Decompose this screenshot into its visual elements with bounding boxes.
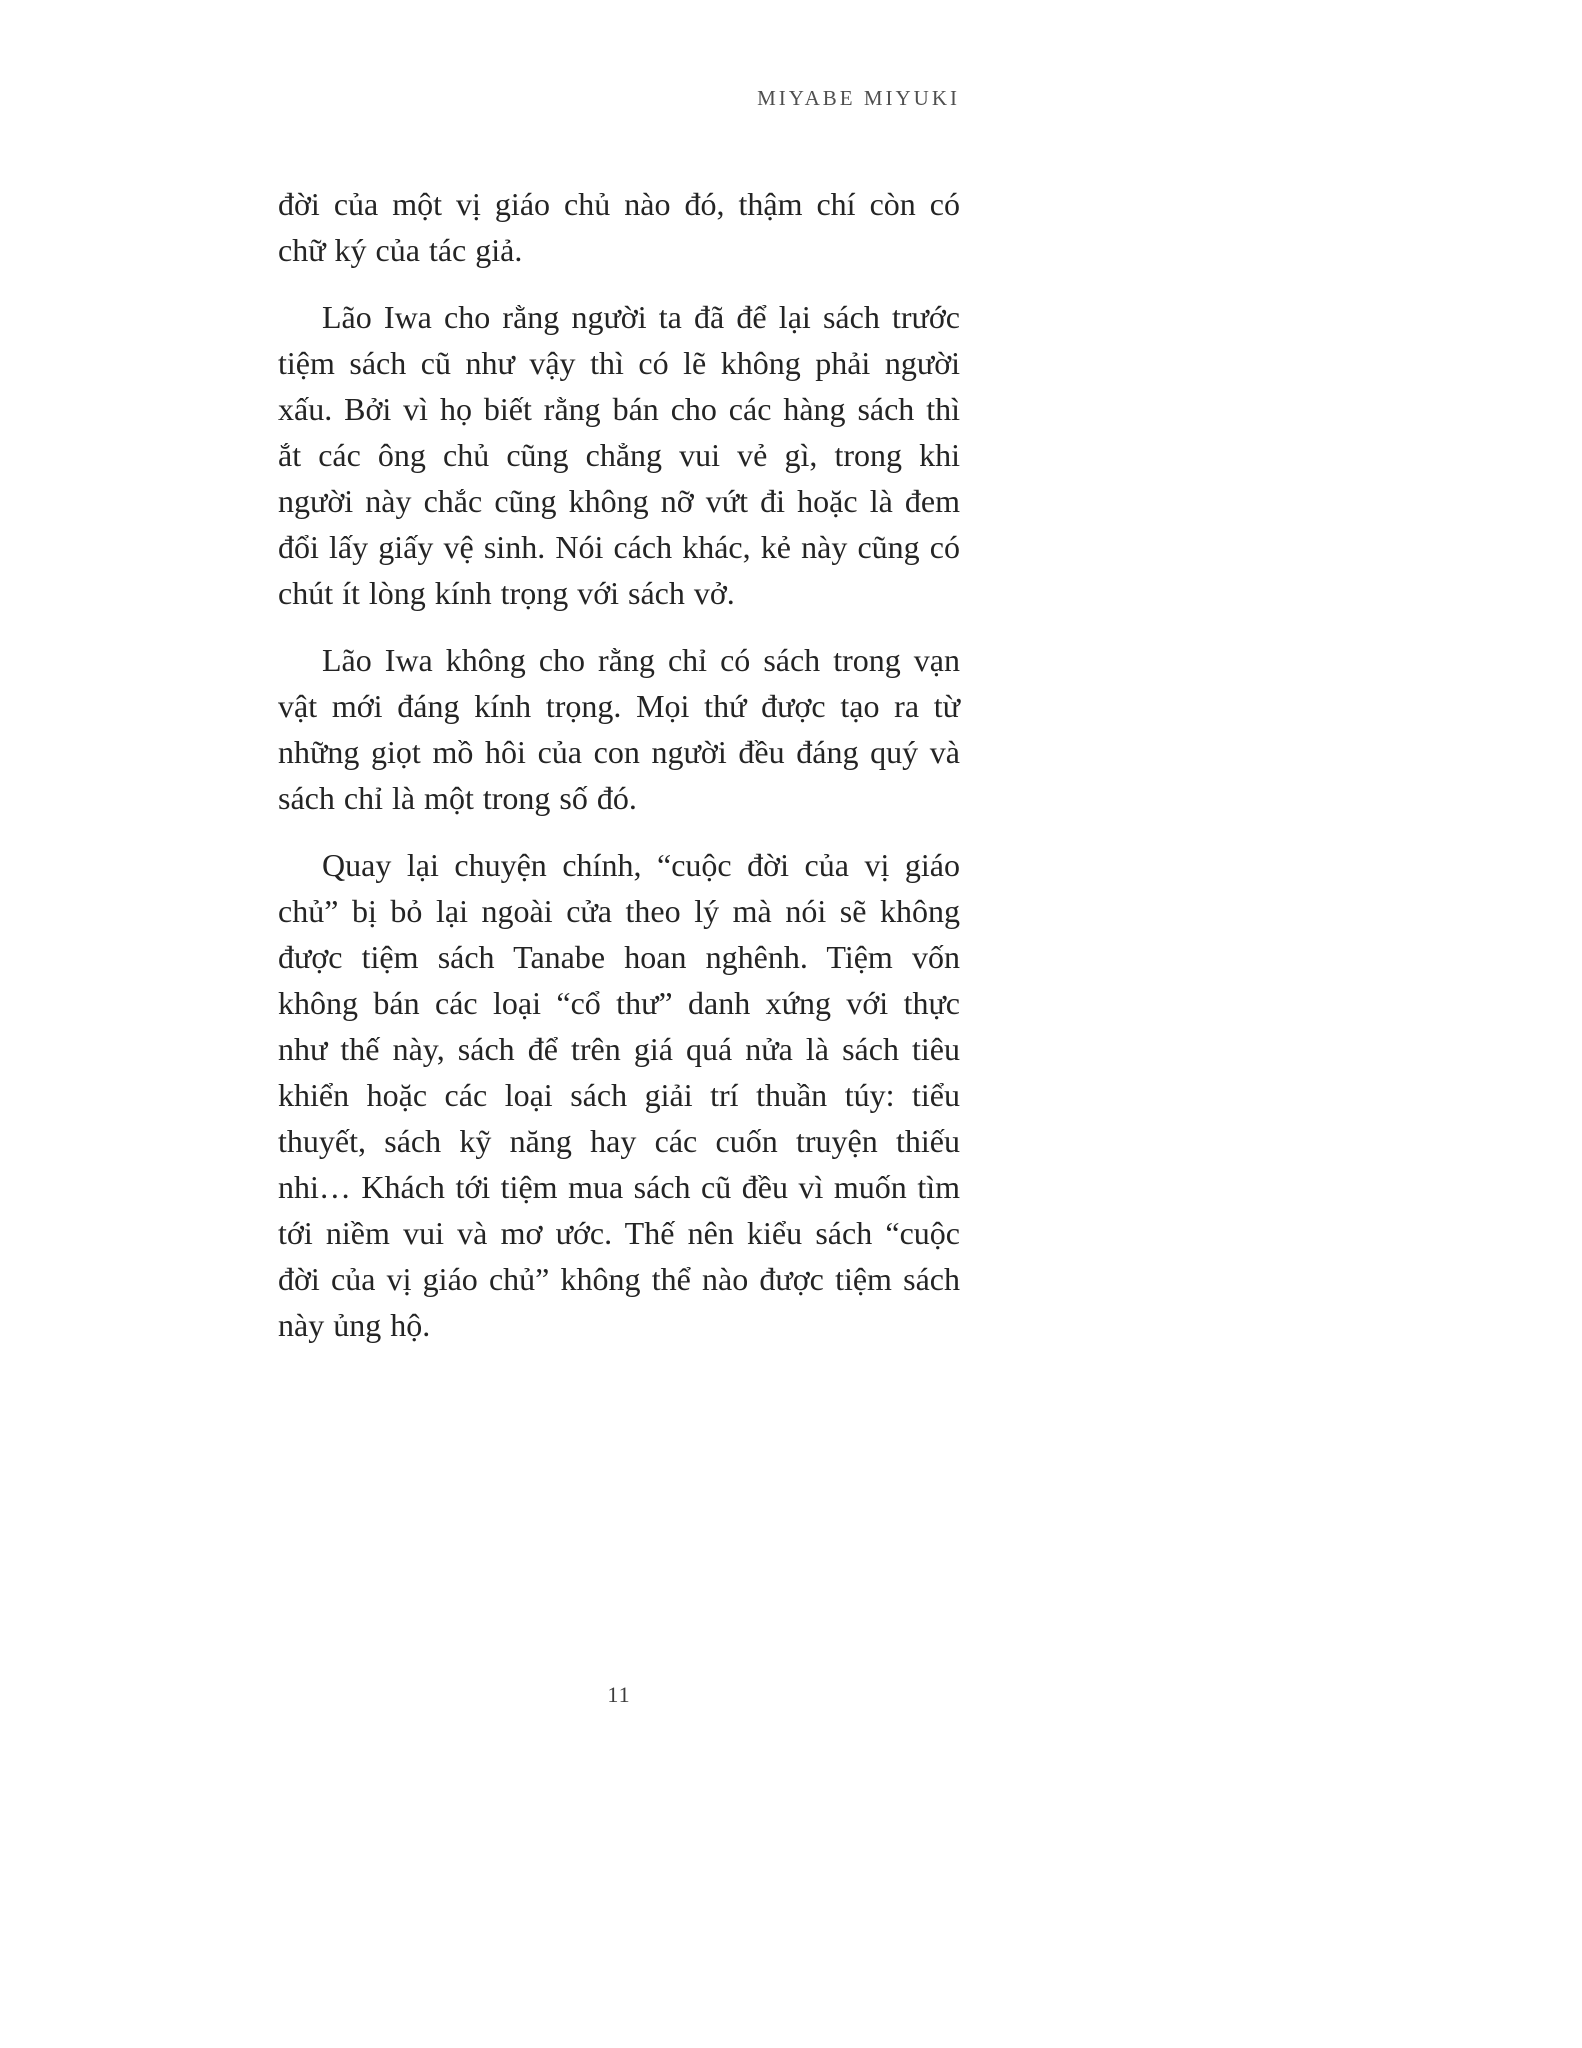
paragraph: Quay lại chuyện chính, “cuộc đời của vị giáo chủ” bị bỏ lại ngoài cửa theo lý mà nói sẽ không được tiệm sách Tanabe hoan nghênh. Tiệm vốn không bán các loại “cổ thư” danh xứng với thực như thế này, sách để trên giá quá nửa là sách tiêu khiển hoặc các loại sách giải trí thuần túy: tiểu thuyết, sách kỹ năng hay các cuốn truyện thiếu nhi… Khách tới tiệm mua sách cũ đều vì muốn tìm tới niềm vui và mơ ước. Thế nên kiểu sách “cuộc đời của vị giáo chủ” không thể nào được tiệm sách này ủng hộ. — [278, 847, 960, 1343]
running-header: MIYABE MIYUKI — [757, 86, 960, 110]
paragraph: Lão Iwa không cho rằng chỉ có sách trong vạn vật mới đáng kính trọng. Mọi thứ được tạo ra từ những giọt mồ hôi của con người đều đáng quý và sách chỉ là một trong số đó. — [278, 642, 960, 816]
page-number: 11 — [607, 1682, 631, 1707]
text-block — [278, 86, 960, 1369]
page-body — [278, 181, 960, 1348]
paragraph: đời của một vị giáo chủ nào đó, thậm chí còn có chữ ký của tác giả. — [278, 186, 960, 268]
paragraph: Lão Iwa cho rằng người ta đã để lại sách trước tiệm sách cũ như vậy thì có lẽ không phải người xấu. Bởi vì họ biết rằng bán cho các hàng sách thì ắt các ông chủ cũng chẳng vui vẻ gì, trong khi người này chắc cũng không nỡ vứt đi hoặc là đem đổi lấy giấy vệ sinh. Nói cách khác, kẻ này cũng có chút ít lòng kính trọng với sách vở. — [278, 299, 960, 611]
